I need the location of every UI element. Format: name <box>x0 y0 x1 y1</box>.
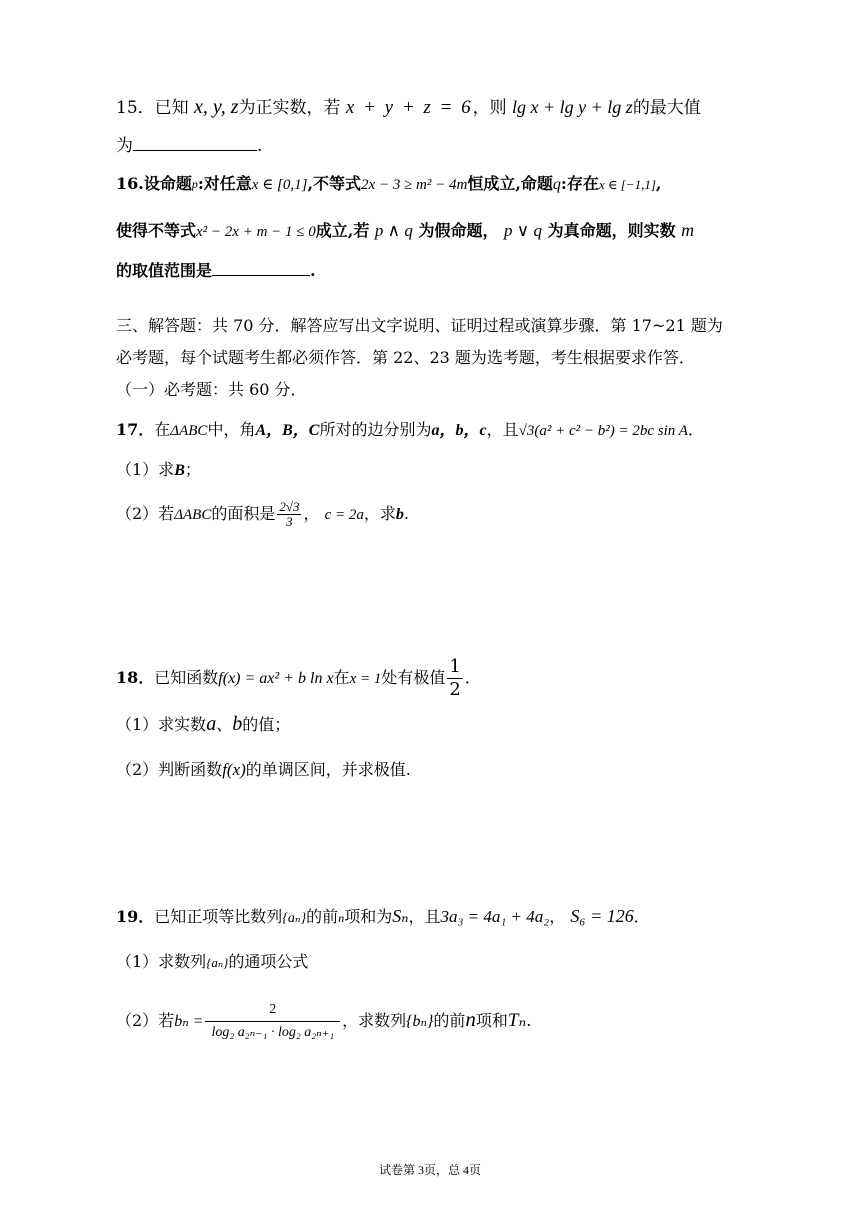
q18-text: 的值； <box>242 715 291 734</box>
q18-point: x = 1 <box>349 671 382 687</box>
q16-or: p ∨ q <box>504 221 542 240</box>
q15-vars: x, y, z <box>194 96 239 118</box>
q16-text: ,不等式 <box>307 174 362 193</box>
q16-text: 为真命题，则实数 <box>547 221 676 240</box>
q16-p: p <box>191 177 198 191</box>
q15-number: 15． <box>116 98 155 118</box>
q19-equation2: S₆ = 126 <box>570 906 634 926</box>
q19-line1 <box>116 904 750 931</box>
answer-blank <box>212 257 310 276</box>
q15-line2 <box>116 132 750 158</box>
area-numerator: 2√3 <box>279 499 300 514</box>
page-footer: 试卷第 3页，总 4页 <box>378 1163 481 1177</box>
q17-text: . <box>403 504 409 523</box>
q17-text: 的面积是 <box>211 504 276 523</box>
q16-text: , <box>655 174 662 193</box>
q16-text: :存在 <box>560 174 599 193</box>
q17-text: 所对的边分别为 <box>319 420 432 439</box>
q17-text: ． <box>687 420 704 439</box>
q17-text: ，且 <box>486 420 519 439</box>
q17-equation: √3(a² + c² − b²) = 2bc sin A <box>518 423 688 439</box>
q17-text: 中，角 <box>207 420 256 439</box>
q18-part2 <box>116 758 750 782</box>
bn-numerator: 2 <box>205 999 340 1022</box>
q19-part2-label: （2）若 <box>116 1011 175 1030</box>
q15-text: . <box>257 136 263 156</box>
q19-sequence: {aₙ} <box>206 955 229 970</box>
q16-line3 <box>116 257 750 283</box>
q17-part1 <box>116 458 750 483</box>
q19-part1 <box>116 950 750 975</box>
q15-text: 已知 <box>154 98 189 118</box>
q16-m: m <box>681 220 695 240</box>
q15-text: 为正实数，若 <box>238 98 341 118</box>
extremum-numerator: 1 <box>449 656 461 677</box>
q17-part2-label: （2）若 <box>116 504 175 523</box>
extremum-denominator: 2 <box>449 679 461 700</box>
q19-sequence-b: {bₙ} <box>406 1013 434 1030</box>
q16-text: 使得不等式 <box>116 221 197 240</box>
section3-line2: 必考题，每个试题考生都必须作答．第 22、23 题为选考题，考生根据要求作答． <box>116 348 695 367</box>
q17-text: ； <box>184 460 201 479</box>
q19-Sn: Sₙ <box>392 906 409 926</box>
extremum-fraction <box>447 656 462 701</box>
q15-text: 的最大值 <box>632 98 701 118</box>
q19-text: 的前 <box>306 907 339 926</box>
q16-text: 设命题 <box>143 174 192 193</box>
q18-text: 已知函数 <box>154 668 219 687</box>
q15-equation: x + y + z = 6 <box>345 97 473 118</box>
q18-text: 在 <box>333 668 350 687</box>
q16-text: :对任意 <box>197 174 252 193</box>
q16-text: 成立,若 <box>315 221 370 240</box>
q17-part1-var: B <box>174 462 185 479</box>
q18-part1-label: （1）求实数 <box>116 715 207 734</box>
q19-sequence: {aₙ} <box>282 911 307 926</box>
area-denominator: 3 <box>286 514 293 529</box>
q19-text: ， <box>549 907 566 926</box>
q17-text: 在 <box>154 420 171 439</box>
q16-text: 恒成立,命题 <box>467 174 553 193</box>
q17-text: ， <box>303 504 320 523</box>
q17-part2 <box>116 500 750 529</box>
q17-text: ，求 <box>363 504 396 523</box>
bn-fraction <box>205 999 340 1044</box>
q15-text: 为 <box>116 136 133 156</box>
q19-text: 的前 <box>433 1011 466 1030</box>
q17-line1 <box>116 418 750 443</box>
q19-text: 的通项公式 <box>228 952 309 971</box>
area-fraction <box>277 500 301 529</box>
q18-line1 <box>116 656 750 700</box>
q18-text: 处有极值 <box>381 668 446 687</box>
q19-text: ，求数列 <box>342 1011 407 1030</box>
answer-blank <box>133 132 257 151</box>
q19-text: 项和为 <box>344 907 393 926</box>
q16-number: 16. <box>116 174 144 193</box>
q16-q: q <box>552 176 561 193</box>
q18-b: b <box>232 713 243 735</box>
q18-part1 <box>116 712 750 737</box>
q19-text: . <box>526 1011 532 1030</box>
q19-text: ． <box>633 907 650 926</box>
q17-part2-var: b <box>395 506 404 523</box>
q18-text: 的单调区间，并求极值. <box>245 760 411 779</box>
section3-line1: 三、解答题：共 70 分．解答应写出文字说明、证明过程或演算步骤．第 17~21 题为 <box>116 316 723 335</box>
q15-line1 <box>116 95 750 120</box>
q17-condition: c = 2a <box>324 507 364 523</box>
q17-part1-label: （1）求 <box>116 460 175 479</box>
q19-text: 已知正项等比数列 <box>154 907 283 926</box>
q19-text: ，且 <box>408 907 441 926</box>
q16-inequality2: x² − 2x + m − 1 ≤ 0 <box>196 224 316 240</box>
q16-condition2: x ∈ [−1,1] <box>598 177 656 192</box>
q18-a: a <box>206 713 217 735</box>
section3-line3: （一）必考题：共 60 分． <box>116 380 307 399</box>
q19-bn: bₙ = <box>174 1013 204 1030</box>
q17-triangle: ΔABC <box>174 507 212 523</box>
bn-denominator: log₂ a₂ₙ₋₁ · log₂ a₂ₙ₊₁ <box>211 1025 335 1040</box>
q18-text: 、 <box>216 715 233 734</box>
q19-part1-label: （1）求数列 <box>116 952 207 971</box>
q17-number: 17． <box>116 420 155 439</box>
q17-angles: A，B，C <box>255 422 320 439</box>
q19-text: 项和 <box>475 1011 508 1030</box>
q16-text: . <box>310 261 316 280</box>
q18-text: ． <box>464 668 481 687</box>
q18-number: 18． <box>116 668 155 687</box>
q19-equation1: 3a₃ = 4a₁ + 4a₂ <box>440 907 550 926</box>
q16-text: 的取值范围是 <box>116 261 213 280</box>
q15-text: ，则 <box>472 98 507 118</box>
q18-function-ref: f(x) <box>222 760 246 779</box>
q18-function: f(x) = ax² + b ln x <box>218 670 334 687</box>
q17-sides: a，b，c <box>431 422 487 439</box>
q19-part2 <box>116 994 750 1044</box>
q16-and: p ∧ q <box>374 221 413 240</box>
q16-line1 <box>116 172 750 197</box>
q19-n: n <box>465 1007 476 1031</box>
q19-number: 19． <box>116 907 155 926</box>
q18-part2-label: （2）判断函数 <box>116 760 223 779</box>
q16-condition1: x ∈ [0,1] <box>251 177 308 193</box>
q19-Tn: Tₙ <box>507 1010 527 1031</box>
q19-n: n <box>338 911 345 925</box>
q15-expression: lg x + lg y + lg z <box>512 97 633 117</box>
q16-text: 为假命题， <box>418 221 499 240</box>
q17-triangle: ΔABC <box>170 423 208 439</box>
q16-line2 <box>116 218 750 244</box>
q16-inequality1: 2x − 3 ≥ m² − 4m <box>361 177 468 193</box>
